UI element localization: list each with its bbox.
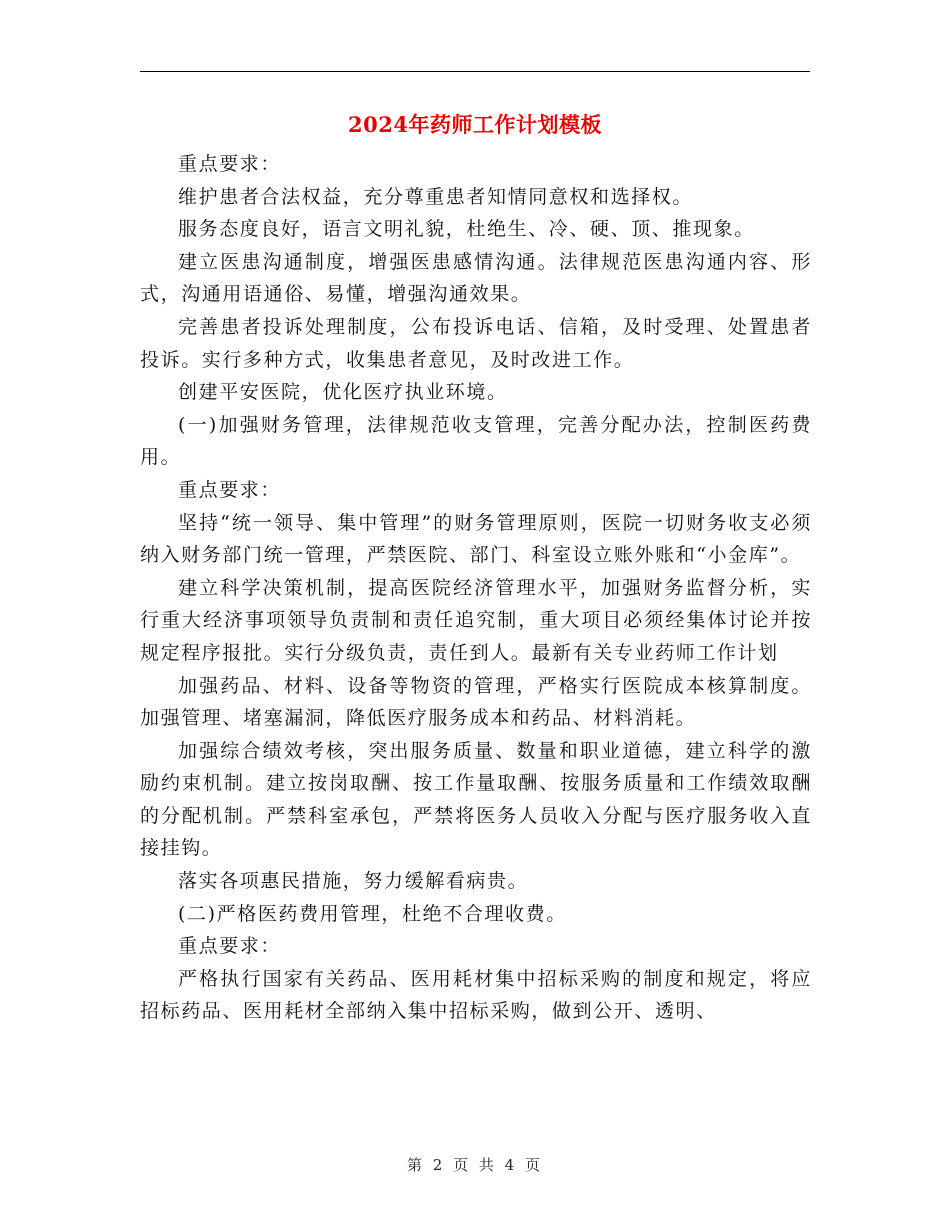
page-number-footer: 第 2 页 共 4 页 (407, 1156, 543, 1174)
document-title: 2024年药师工作计划模板 (348, 112, 602, 137)
paragraph: 加强综合绩效考核，突出服务质量、数量和职业道德，建立科学的激励约束机制。建立按岗取酬、按工作量取酬、按服务质量和工作绩效取酬的分配机制。严禁科室承包，严禁将医务人员收入分配与医疗服务收入直接挂钩。 (140, 739, 812, 860)
paragraph: 严格执行国家有关药品、医用耗材集中招标采购的制度和规定，将应招标药品、医用耗材全部纳入集中招标采购，做到公开、透明、 (140, 967, 812, 1023)
paragraph: 创建平安医院，优化医疗执业环境。 (178, 381, 508, 404)
paragraph: 坚持“统一领导、集中管理”的财务管理原则，医院一切财务收支必须纳入财务部门统一管理，严禁医院、部门、科室设立账外账和“小金库”。 (140, 511, 812, 567)
document-body (140, 148, 812, 1028)
paragraph: 维护患者合法权益，充分尊重患者知情同意权和选择权。 (178, 185, 694, 208)
paragraph: 完善患者投诉处理制度，公布投诉电话、信箱，及时受理、处置患者投诉。实行多种方式，收集患者意见，及时改进工作。 (140, 315, 812, 371)
paragraph: 加强药品、材料、设备等物资的管理，严格实行医院成本核算制度。加强管理、堵塞漏洞，降低医疗服务成本和药品、材料消耗。 (140, 674, 812, 730)
header-rule (140, 71, 810, 72)
paragraph: 落实各项惠民措施，努力缓解看病贵。 (178, 870, 529, 893)
paragraph: 重点要求： (178, 478, 282, 501)
paragraph: 服务态度良好，语言文明礼貌，杜绝生、冷、硬、顶、推现象。 (178, 218, 755, 241)
paragraph: (二)严格医药费用管理，杜绝不合理收费。 (178, 902, 567, 925)
paragraph: (一)加强财务管理，法律规范收支管理，完善分配办法，控制医药费用。 (140, 413, 812, 469)
paragraph: 建立医患沟通制度，增强医患感情沟通。法律规范医患沟通内容、形式，沟通用语通俗、易懂，增强沟通效果。 (140, 250, 812, 306)
paragraph: 重点要求： (178, 935, 282, 958)
paragraph: 重点要求： (178, 153, 282, 175)
paragraph: 建立科学决策机制，提高医院经济管理水平，加强财务监督分析，实行重大经济事项领导负责制和责任追究制，重大项目必须经集体讨论并按规定程序报批。实行分级负责，责任到人。最新有关专业药师工作计划 (140, 576, 812, 664)
